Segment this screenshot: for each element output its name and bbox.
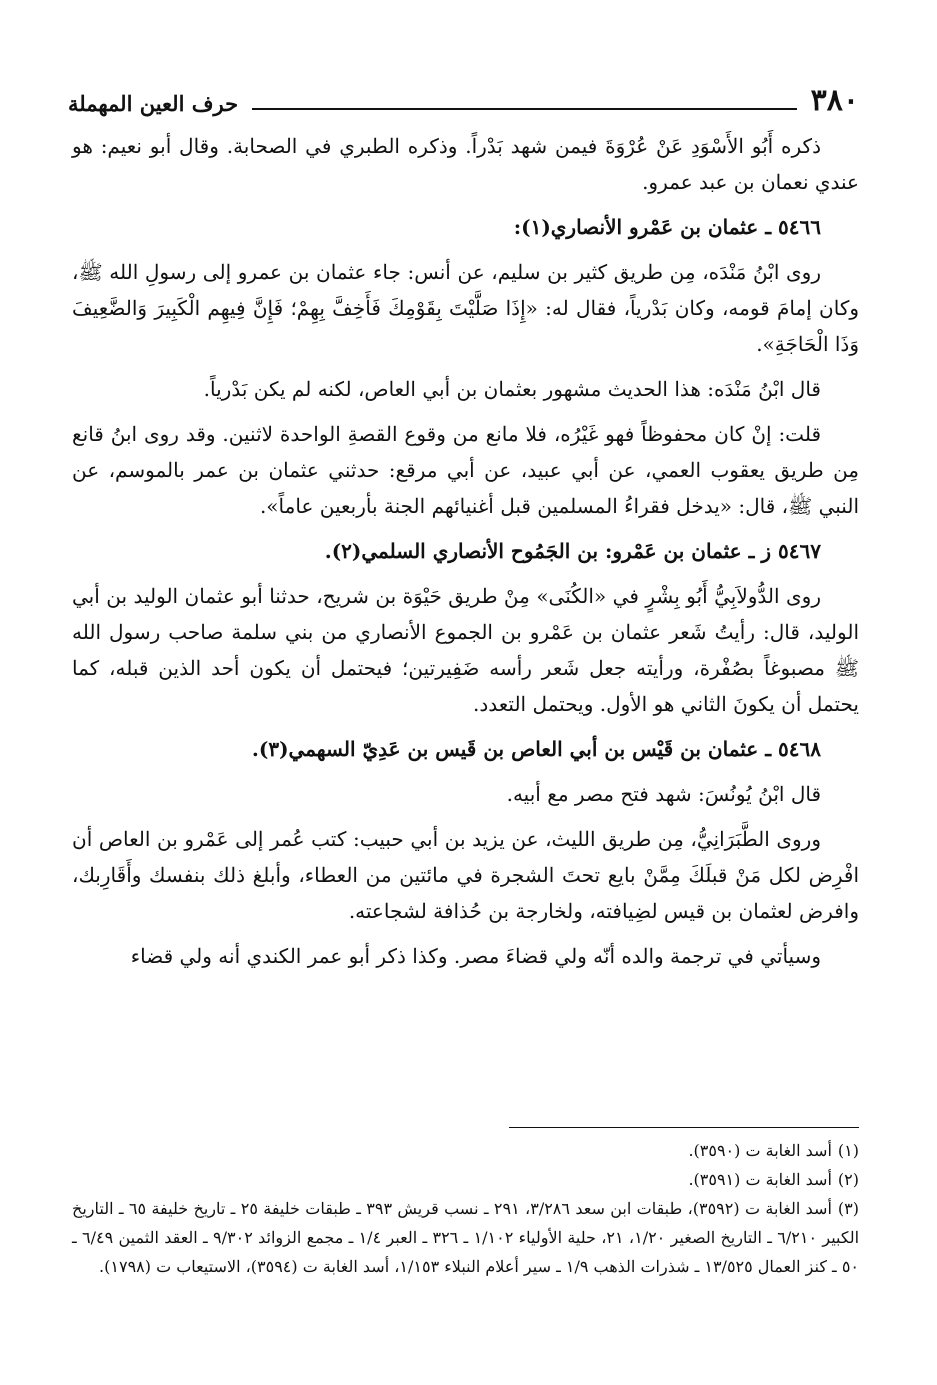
footnote-number: (٢) <box>837 1170 859 1189</box>
footnote <box>72 1165 859 1194</box>
paragraph: قال ابْنُ مَنْدَه: هذا الحديث مشهور بعثمان بن أبي العاص، لكنه لم يكن بَدْرياً. <box>203 377 821 401</box>
footnote <box>72 1194 859 1281</box>
paragraph: روى الدُّولاَبِيُّ أَبُو بِشْرٍ في «الكُنَى» مِنْ طريق حَيْوَة بن شريح، حدثنا أبو عثمان الوليد بن أبي الوليد، قال: رأيتُ شَعر عثمان بن عَمْرو بن الجموع الأنصاري من بني سلمة صاحب رسول الله ﷺ مصبوغاً بصُفْرة، ورأيته جعل شَعر رأسه ضَفِيرتين؛ فيحتمل أن يكون أحد الذين قبله، كما يحتمل أن يكونَ الثاني هو الأول. ويحتمل التعدد. <box>72 584 860 716</box>
paragraph: وروى الطَّبَرَانِيُّ، مِن طريق الليث، عن يزيد بن أبي حبيب: كتب عُمر إلى عَمْرو بن العاص أن افْرِض لكل مَنْ قبلَكَ مِمَّنْ بايع تحتَ الشجرة في مائتين من العطاء، وأبلغ ذلك بنفسك وأَقَارِبك، وافرض لعثمان بن قيس لضِيافته، ولخارجة بن حُذافة لشجاعته. <box>72 827 859 923</box>
footnote-text: أسد الغابة ت (٣٥٩١). <box>688 1170 832 1189</box>
paragraph: روى ابْنُ مَنْدَه، مِن طريق كثير بن سليم، عن أنس: جاء عثمان بن عمرو إلى رسولِ الله ﷺ، وكان إمامَ قومه، وكان بَدْرياً، فقال له: «إِذَا صَلَّيْتَ بِقَوْمِكَ فَأَخِفَّ بِهِمْ؛ فَإِنَّ فِيهِم الْكَبِيرَ وَالضَّعِيفَ وَذَا الْحَاجَةِ». <box>72 260 859 356</box>
page-header <box>68 80 859 116</box>
paragraph: قال ابْنُ يُونُسَ: شهد فتح مصر مع أبيه. <box>506 782 821 806</box>
entry-heading-5466: ٥٤٦٦ ـ عثمان بن عَمْرو الأنصاري(١): <box>513 215 821 239</box>
footnote-text: أسد الغابة ت (٣٥٩٠). <box>688 1141 832 1160</box>
footnote-text: أسد الغابة ت (٣٥٩٢)، طبقات ابن سعد ٣/٢٨٦، ٢٩١ ـ نسب قريش ٣٩٣ ـ طبقات خليفة ٢٥ ـ تاريخ خليفة ٦٥ ـ التاريخ الكبير ٦/٢١٠ ـ التاريخ الصغير ١/٢٠، ٢١، حلية الأولياء ١/١٠٢ ـ ٣٢٦ ـ العبر ١/٤ ـ مجمع الزوائد ٩/٣٠٢ ـ العقد الثمين ٦/٤٩ ـ ٥٠ ـ كنز العمال ١٣/٥٢٥ ـ شذرات الذهب ١/٩ ـ سير أعلام النبلاء ١/١٥٣، أسد الغابة ت (٣٥٩٤)، الاستيعاب ت (١٧٩٨). <box>72 1199 860 1276</box>
entry-heading-5468: ٥٤٦٨ ـ عثمان بن قَيْس بن أبي العاص بن قَيس بن عَدِيّ السهمي(٣). <box>251 737 821 761</box>
footnote-number: (١) <box>837 1141 859 1160</box>
footnote <box>72 1136 859 1165</box>
running-title: حرف العين المهملة <box>68 91 239 116</box>
paragraph: ذكره أَبُو الأَسْوَدِ عَنْ عُرْوَةَ فيمن شهد بَدْراً. وذكره الطبري في الصحابة. وقال أبو نعيم: هو عندي نعمان بن عبد عمرو. <box>72 134 859 194</box>
entry-heading-5467: ٥٤٦٧ ز ـ عثمان بن عَمْرو: بن الجَمُوح الأنصاري السلمي(٢). <box>324 539 821 563</box>
footnotes <box>72 1136 859 1281</box>
main-text <box>72 128 859 983</box>
header-rule <box>252 108 797 110</box>
footnote-separator <box>509 1127 859 1128</box>
paragraph: وسيأتي في ترجمة والده أنّه ولي قضاءَ مصر. وكذا ذكر أبو عمر الكندي أنه ولي قضاء <box>130 944 821 968</box>
paragraph: قلت: إنْ كان محفوظاً فهو غَيْرُه، فلا مانع من وقوع القصةِ الواحدة لاثنين. وقد روى ابنُ قانع مِن طريق يعقوب العمي، عن أبي عبيد، عن أبي مرقع: حدثني عثمان بن عمر بالموسم، عن النبي ﷺ، قال: «يدخل فقراءُ المسلمين قبل أغنيائهم الجنة بأربعين عاماً». <box>72 422 860 518</box>
page-number: ٣٨٠ <box>810 83 859 118</box>
footnote-number: (٣) <box>837 1199 860 1218</box>
